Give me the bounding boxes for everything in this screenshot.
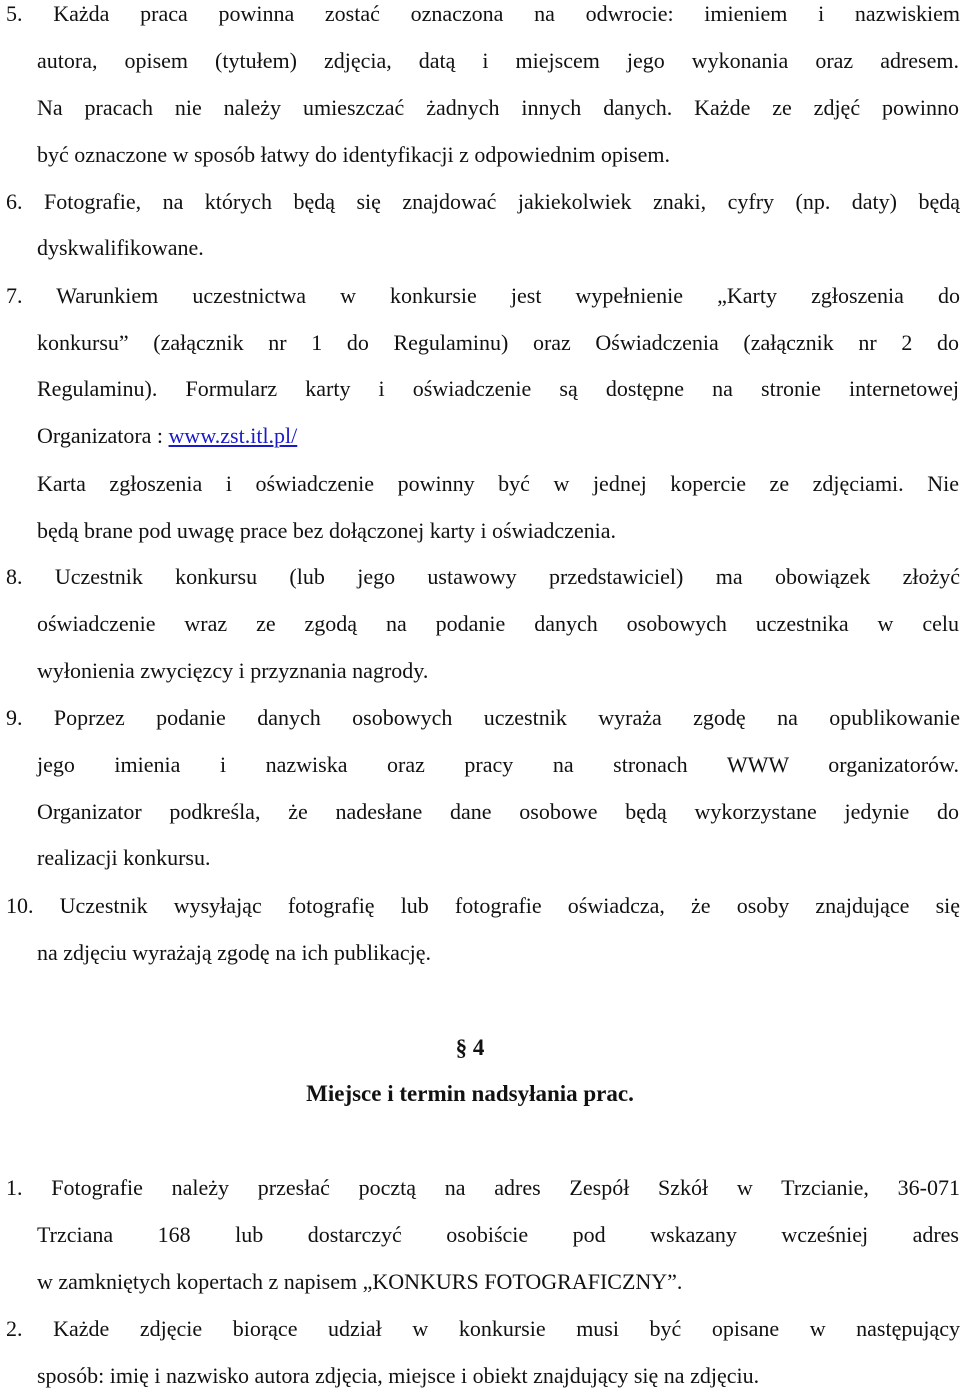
organizer-website-link[interactable]: www.zst.itl.pl/ xyxy=(168,423,298,448)
item-9-number: 9. xyxy=(6,705,23,730)
item-10-line-2: na zdjęciu wyrażają zgodę na ich publikację. xyxy=(37,940,431,965)
item-7-line-3: Regulaminu). Formularz karty i oświadczenie są dostępne na stronie internetowej xyxy=(37,376,959,401)
item-7-line-1: 7. Warunkiem uczestnictwa w konkursie jest wypełnienie „Karty zgłoszenia do xyxy=(6,283,960,308)
item-10-number: 10. xyxy=(6,893,34,918)
item-6-line-2: dyskwalifikowane. xyxy=(37,235,204,260)
item-6-number: 6. xyxy=(6,189,23,214)
section-symbol: § 4 xyxy=(455,1035,485,1060)
item-5-line-2: autora, opisem (tytułem) zdjęcia, datą i miejscem jego wykonania oraz adresem. xyxy=(37,48,959,73)
item-8-line-3: wyłonienia zwycięzcy i przyznania nagrody. xyxy=(37,658,429,683)
item-5-line-3: Na pracach nie należy umieszczać żadnych innych danych. Każde ze zdjęć powinno xyxy=(37,95,959,120)
section-title: Miejsce i termin nadsyłania prac. xyxy=(306,1081,634,1106)
item-7-line-5: Karta zgłoszenia i oświadczenie powinny być w jednej kopercie ze zdjęciami. Nie xyxy=(37,471,959,496)
section4-item-2-line-1: 2. Każde zdjęcie biorące udział w konkursie musi być opisane w następujący xyxy=(6,1316,960,1341)
section4-item-1-line-2: Trzciana 168 lub dostarczyć osobiście pod wskazany wcześniej adres xyxy=(37,1222,959,1247)
item-8-line-2: oświadczenie wraz ze zgodą na podanie danych osobowych uczestnika w celu xyxy=(37,611,959,636)
item-5-line-1: 5. Każda praca powinna zostać oznaczona na odwrocie: imieniem i nazwiskiem xyxy=(6,1,960,26)
item-9-line-2: jego imienia i nazwiska oraz pracy na stronach WWW organizatorów. xyxy=(37,752,959,777)
section4-item-1-line-1: 1. Fotografie należy przesłać pocztą na adres Zespół Szkół w Trzcianie, 36-071 xyxy=(6,1175,960,1200)
item-5-number: 5. xyxy=(6,1,23,26)
section4-item-1-line-3: w zamkniętych kopertach z napisem „KONKURS FOTOGRAFICZNY”. xyxy=(37,1269,683,1294)
section4-item-1-number: 1. xyxy=(6,1175,23,1200)
item-9-line-3: Organizator podkreśla, że nadesłane dane osobowe będą wykorzystane jedynie do xyxy=(37,799,959,824)
item-7-line-6: będą brane pod uwagę prace bez dołączonej karty i oświadczenia. xyxy=(37,518,617,543)
item-7-line-4 xyxy=(37,412,297,459)
item-7-number: 7. xyxy=(6,283,23,308)
section4-item-2-number: 2. xyxy=(6,1316,23,1341)
item-7-line-2: konkursu” (załącznik nr 1 do Regulaminu) oraz Oświadczenia (załącznik nr 2 do xyxy=(37,330,959,355)
item-10-line-1: 10. Uczestnik wysyłając fotografię lub fotografie oświadcza, że osoby znajdujące się xyxy=(6,893,960,918)
item-8-number: 8. xyxy=(6,564,23,589)
section4-item-2-line-2: sposób: imię i nazwisko autora zdjęcia, miejsce i obiekt znajdujący się na zdjęciu. xyxy=(37,1363,760,1388)
item-9-line-4: realizacji konkursu. xyxy=(37,845,211,870)
item-5-line-4: być oznaczone w sposób łatwy do identyfikacji z odpowiednim opisem. xyxy=(37,142,670,167)
item-6-line-1: 6. Fotografie, na których będą się znajdować jakiekolwiek znaki, cyfry (np. daty) będą xyxy=(6,189,960,214)
item-9-line-1: 9. Poprzez podanie danych osobowych uczestnik wyraża zgodę na opublikowanie xyxy=(6,705,960,730)
organizer-prefix: Organizatora : xyxy=(37,423,169,448)
item-8-line-1: 8. Uczestnik konkursu (lub jego ustawowy przedstawiciel) ma obowiązek złożyć xyxy=(6,564,960,589)
